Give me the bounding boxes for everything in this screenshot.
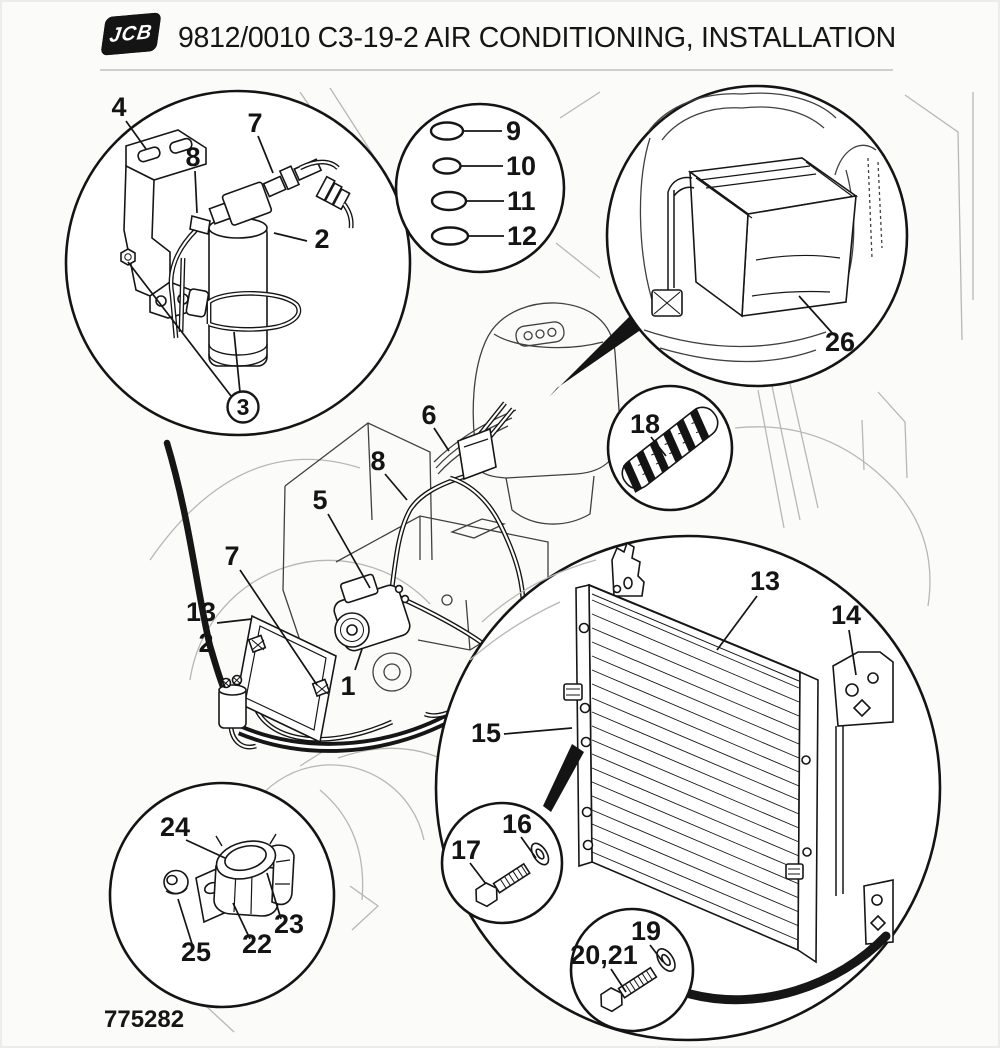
callout-14: 14: [830, 600, 862, 630]
callout-6: 6: [421, 400, 437, 430]
callout-3: 3: [236, 394, 250, 420]
callout-26: 26: [824, 327, 856, 357]
callout-20-21: 20,21: [570, 940, 638, 970]
callout-22: 22: [241, 929, 273, 959]
callout-1: 1: [340, 671, 356, 701]
oil-cooler-unit: [236, 616, 336, 742]
detail-circle-evaporator: [607, 86, 907, 386]
callout-2-top: 2: [314, 224, 330, 254]
detail-circle-bolt-16-17: [442, 803, 562, 923]
callout-18: 18: [629, 409, 661, 439]
callout-19: 19: [630, 916, 662, 946]
jcb-console-badge: [515, 321, 565, 347]
pipe-bracket-plate: [458, 429, 496, 479]
callout-11: 11: [507, 186, 536, 216]
callout-5: 5: [312, 485, 328, 515]
callout-15: 15: [470, 718, 502, 748]
hose-thick-left: [167, 443, 226, 694]
detail-circle-receiver: [66, 91, 410, 435]
callout-9: 9: [506, 116, 522, 146]
callout-16: 16: [501, 809, 533, 839]
detail-circle-clamp: [110, 783, 334, 1007]
callout-23: 23: [273, 909, 305, 939]
callout-10: 10: [506, 151, 537, 181]
callout-25: 25: [180, 937, 212, 967]
detail-circle-hosewrap: [608, 386, 732, 510]
callout-2-mid: 2: [198, 628, 214, 658]
callout-17: 17: [450, 835, 482, 865]
callout-7-top: 7: [247, 108, 263, 138]
callout-12: 12: [507, 221, 538, 251]
callout-8-top: 8: [185, 142, 201, 172]
callout-7-mid: 7: [224, 541, 240, 571]
jcb-logo-text: JCB: [108, 20, 155, 47]
callout-8-mid: 8: [370, 446, 386, 476]
callout-13-mid: 13: [185, 597, 217, 627]
page-title: 9812/0010 C3-19-2 AIR CONDITIONING, INSTALLATION: [178, 22, 896, 54]
callout-13-condenser: 13: [749, 566, 781, 596]
callout-24: 24: [159, 812, 191, 842]
detail-circle-orings: [396, 104, 564, 272]
drawing-number: 775282: [104, 1006, 185, 1033]
callout-4: 4: [111, 92, 127, 122]
detail-circle-bolt-19-21: [570, 909, 693, 1031]
